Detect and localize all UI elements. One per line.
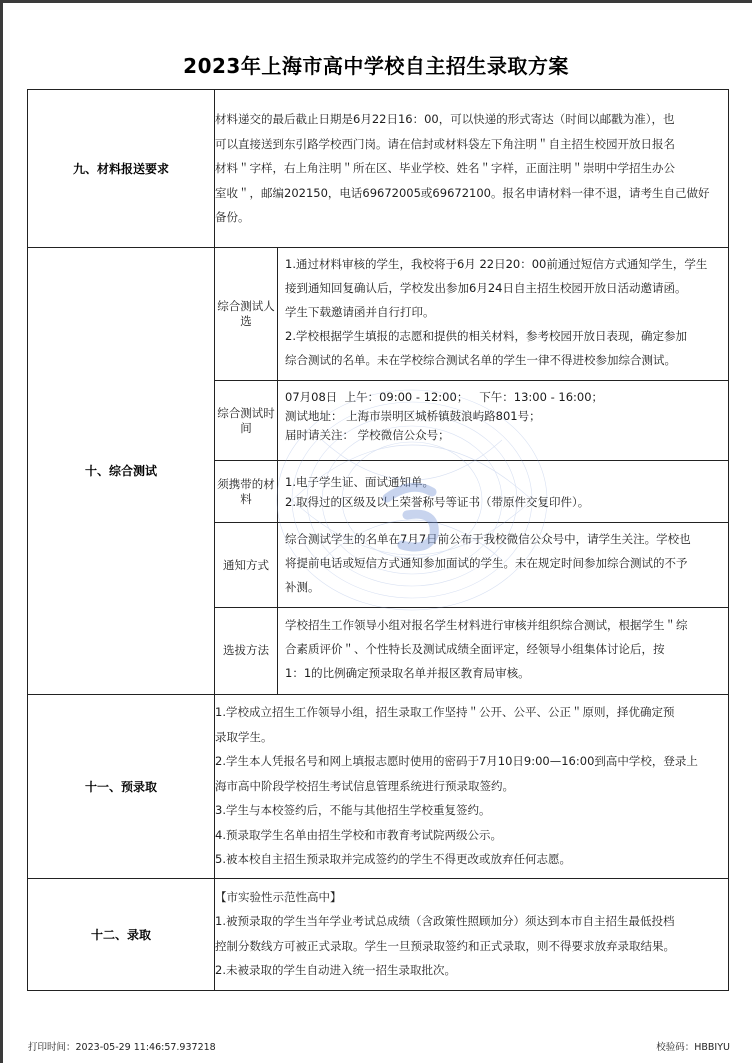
subcontent-test-time xyxy=(278,381,729,461)
print-time-label: 打印时间： xyxy=(28,1042,76,1053)
subrow-test-time xyxy=(215,381,728,461)
section-row-admission xyxy=(28,878,729,990)
subcontent-notification xyxy=(278,523,729,608)
section-heading-admission: 十二、录取 xyxy=(28,878,215,990)
text-line: 材料递交的最后截止日期是6月22日16：00，可以快递的形式寄达（时间以邮戳为准），也 xyxy=(215,112,675,127)
check-code-value: HBBIYU xyxy=(694,1042,730,1053)
subcontent-candidates xyxy=(278,248,729,381)
section-row-comprehensive-test xyxy=(28,248,729,695)
text-line: 2.学生本人凭报名号和网上填报志愿时使用的密码于7月10日9:00—16:00到高中学校，登录上 xyxy=(215,754,698,769)
text-line: 2.取得过的区级及以上荣誉称号等证书（带原件交复印件）。 xyxy=(285,494,590,509)
section-row-pre-admission xyxy=(28,694,729,878)
subcontent-required-items xyxy=(278,461,729,523)
document-title: 2023年上海市高中学校自主招生录取方案 xyxy=(183,54,569,78)
print-time xyxy=(28,1039,216,1053)
section-content-admission xyxy=(215,878,729,990)
section-content-pre-admission xyxy=(215,694,729,878)
text-line: 材料＂字样，右上角注明＂所在区、毕业学校、姓名＂字样，正面注明＂崇明中学招生办公 xyxy=(215,161,675,176)
print-time-value: 2023-05-29 11:46:57.937218 xyxy=(75,1042,216,1053)
check-code xyxy=(656,1039,730,1053)
text-line: 3.学生与本校签约后，不能与其他招生学校重复签约。 xyxy=(215,803,491,818)
text-line: 【市实验性示范性高中】 xyxy=(215,889,342,904)
text-line: 1：1的比例确定预录取名单并报区教育局审核。 xyxy=(285,665,530,680)
admission-plan-table xyxy=(27,89,729,991)
text-line: 4.预录取学生名单由招生学校和市教育考试院两级公示。 xyxy=(215,827,502,842)
text-line: 1.通过材料审核的学生，我校将于6月 22日20：00前通过短信方式通知学生，学生 xyxy=(285,257,708,271)
window-frame-left xyxy=(0,0,3,1063)
text-line: 海市高中阶段学校招生考试信息管理系统进行预录取签约。 xyxy=(215,778,514,793)
sublabel-candidates: 综合测试人选 xyxy=(215,248,278,381)
section-heading-comprehensive-test: 十、综合测试 xyxy=(28,248,215,695)
text-line: 综合测试的名单。未在学校综合测试名单的学生一律不得进校参加综合测试。 xyxy=(285,353,676,367)
text-line: 届时请关注： 学校微信公众号； xyxy=(285,428,450,442)
text-line: 补测。 xyxy=(285,580,320,594)
text-line: 07月08日 上午：09:00 - 12:00； 下午：13:00 - 16:00； xyxy=(285,390,604,404)
text-line: 1.学校成立招生工作领导小组，招生录取工作坚持＂公开、公平、公正＂原则，择优确定预 xyxy=(215,705,675,720)
text-line: 2.学校根据学生填报的志愿和提供的相关材料，参考校园开放日表现，确定参加 xyxy=(285,329,687,343)
text-line: 综合测试学生的名单在7月7日前公布于我校微信公众号中，请学生关注。学校也 xyxy=(285,532,691,546)
text-line: 可以直接送到东引路学校西门岗。请在信封或材料袋左下角注明＂自主招生校园开放日报名 xyxy=(215,136,675,151)
text-line: 5.被本校自主招生预录取并完成签约的学生不得更改或放弃任何志愿。 xyxy=(215,852,571,867)
text-line: 学生下载邀请函并自行打印。 xyxy=(285,305,435,319)
text-line: 1.电子学生证、面试通知单。 xyxy=(285,474,434,489)
text-line: 室收＂，邮编202150，电话69672005或69672100。报名申请材料一律不退，请考生自己做好 xyxy=(215,185,710,200)
section-heading-materials: 九、材料报送要求 xyxy=(28,90,215,248)
sublabel-notification: 通知方式 xyxy=(215,523,278,608)
subrow-notification xyxy=(215,523,728,608)
text-line: 备份。 xyxy=(215,210,250,225)
section-heading-pre-admission: 十一、预录取 xyxy=(28,694,215,878)
window-frame-top xyxy=(0,0,752,3)
subcontent-selection-method xyxy=(278,608,729,694)
subrow-selection-method xyxy=(215,608,728,694)
check-code-label: 校验码： xyxy=(656,1042,695,1053)
sublabel-selection-method: 选拔方法 xyxy=(215,608,278,694)
text-line: 2.未被录取的学生自动进入统一招生录取批次。 xyxy=(215,963,456,977)
section-content-materials xyxy=(215,90,729,248)
text-line: 1.被预录取的学生当年学业考试总成绩（含政策性照顾加分）须达到本市自主招生最低投档 xyxy=(215,914,675,928)
text-line: 合素质评价＂、个性特长及测试成绩全面评定，经领导小组集体讨论后，按 xyxy=(285,641,665,656)
sublabel-required-items: 须携带的材料 xyxy=(215,461,278,523)
text-line: 将提前电话或短信方式通知参加面试的学生。未在规定时间参加综合测试的不予 xyxy=(285,556,688,570)
subrow-candidates xyxy=(215,248,728,381)
text-line: 录取学生。 xyxy=(215,729,273,744)
comprehensive-test-subtable-cell xyxy=(215,248,729,695)
text-line: 控制分数线方可被正式录取。学生一旦预录取签约和正式录取，则不得要求放弃录取结果。 xyxy=(215,938,675,953)
text-line: 学校招生工作领导小组对报名学生材料进行审核并组织综合测试，根据学生＂综 xyxy=(285,617,688,632)
section-row-materials xyxy=(28,90,729,248)
comprehensive-test-subtable xyxy=(215,248,728,694)
subrow-required-items xyxy=(215,461,728,523)
text-line: 接到通知回复确认后，学校发出参加6月24日自主招生校园开放日活动邀请函。 xyxy=(285,281,687,295)
text-line: 测试地址： 上海市崇明区城桥镇鼓浪屿路801号； xyxy=(285,409,541,423)
sublabel-test-time: 综合测试时间 xyxy=(215,381,278,461)
